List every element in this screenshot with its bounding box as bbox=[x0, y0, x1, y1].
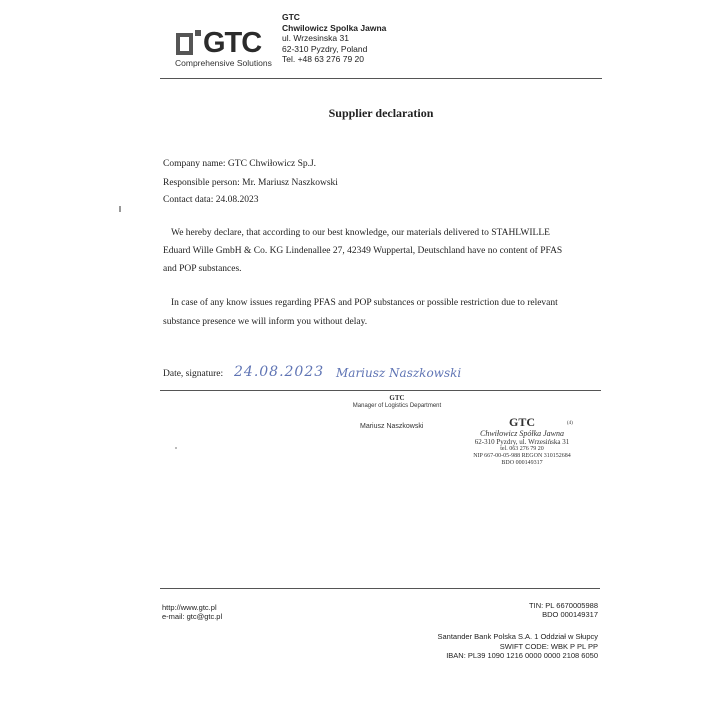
footer-bdo: BDO 000149317 bbox=[542, 610, 598, 619]
manager-stamp-company: GTC bbox=[389, 394, 405, 402]
manager-stamp bbox=[345, 394, 449, 410]
company-city: 62-310 Pyzdry, Poland bbox=[282, 43, 368, 54]
manager-stamp-name: Mariusz Naszkowski bbox=[360, 423, 424, 430]
handwritten-signature: Mariusz Naszkowski bbox=[336, 366, 462, 380]
company-stamp-tel: tel. 063 276 79 20 bbox=[500, 446, 544, 452]
company-stamp bbox=[460, 416, 584, 467]
notice-line-1: In case of any know issues regarding PFAS and POP substances or possible restriction due to relevant bbox=[171, 298, 558, 308]
company-stamp-name: Chwiłowicz Spółka Jawna bbox=[480, 429, 564, 438]
footer-bank-info bbox=[437, 632, 598, 661]
company-stamp-ids: NIP 667-00-05-988 REGON 310152684 bbox=[473, 453, 571, 459]
header-divider bbox=[160, 78, 602, 79]
company-short-name: GTC bbox=[282, 12, 300, 22]
footer-tin: TIN: PL 6670005988 bbox=[529, 601, 598, 610]
company-stamp-address: 62-310 Pyzdry, ul. Wrzesińska 31 bbox=[474, 438, 570, 446]
company-phone: Tel. +48 63 276 79 20 bbox=[282, 54, 364, 64]
company-stamp-number: (4) bbox=[567, 421, 573, 426]
footer-iban: IBAN: PL39 1090 1216 0000 0000 2108 6050 bbox=[446, 651, 598, 660]
footer-swift: SWIFT CODE: WBK P PL PP bbox=[499, 641, 598, 651]
company-street: ul. Wrzesinska 31 bbox=[282, 33, 349, 43]
footer-contact bbox=[162, 603, 222, 621]
company-stamp-bdo: BDO 000149317 bbox=[501, 460, 543, 466]
company-logo bbox=[175, 27, 275, 69]
company-name-line: Company name: GTC Chwiłowicz Sp.J. bbox=[163, 159, 317, 169]
signature-label: Date, signature: bbox=[163, 369, 224, 379]
gtc-logo-icon bbox=[175, 30, 201, 56]
notice-line-2: substance presence we will inform you without delay. bbox=[163, 317, 368, 327]
declaration-line-2: Eduard Wille GmbH & Co. KG Lindenallee 27, 42349 Wuppertal, Deutschland have no content of PFAS bbox=[163, 246, 563, 256]
signature-divider bbox=[160, 390, 601, 391]
declaration-line-3: and POP substances. bbox=[163, 264, 242, 274]
footer-bank: Santander Bank Polska S.A. 1 Oddział w Słupcy bbox=[437, 632, 598, 641]
logo-wordmark: GTC bbox=[203, 27, 262, 59]
scan-dot bbox=[175, 447, 177, 449]
logo-tagline: Comprehensive Solutions bbox=[175, 58, 272, 68]
manager-stamp-title: Manager of Logistics Department bbox=[352, 403, 442, 409]
company-stamp-title: GTC bbox=[508, 415, 535, 429]
company-header bbox=[282, 12, 386, 65]
contact-data-line: Contact data: 24.08.2023 bbox=[163, 195, 259, 205]
declaration-line-1: We hereby declare, that according to our best knowledge, our materials delivered to STAHLWILLE bbox=[171, 228, 550, 238]
footer-email-link[interactable]: e-mail: gtc@gtc.pl bbox=[162, 612, 223, 621]
responsible-person-line: Responsible person: Mr. Mariusz Naszkowski bbox=[163, 178, 338, 188]
handwritten-date: 24.08.2023 bbox=[234, 364, 325, 380]
footer-website-link[interactable]: http://www.gtc.pl bbox=[162, 603, 217, 612]
document-title: Supplier declaration bbox=[328, 106, 434, 120]
footer-tax-info bbox=[529, 601, 598, 619]
footer-divider bbox=[160, 588, 600, 589]
scan-mark bbox=[119, 206, 121, 212]
company-full-name: Chwilowicz Spolka Jawna bbox=[282, 22, 387, 33]
